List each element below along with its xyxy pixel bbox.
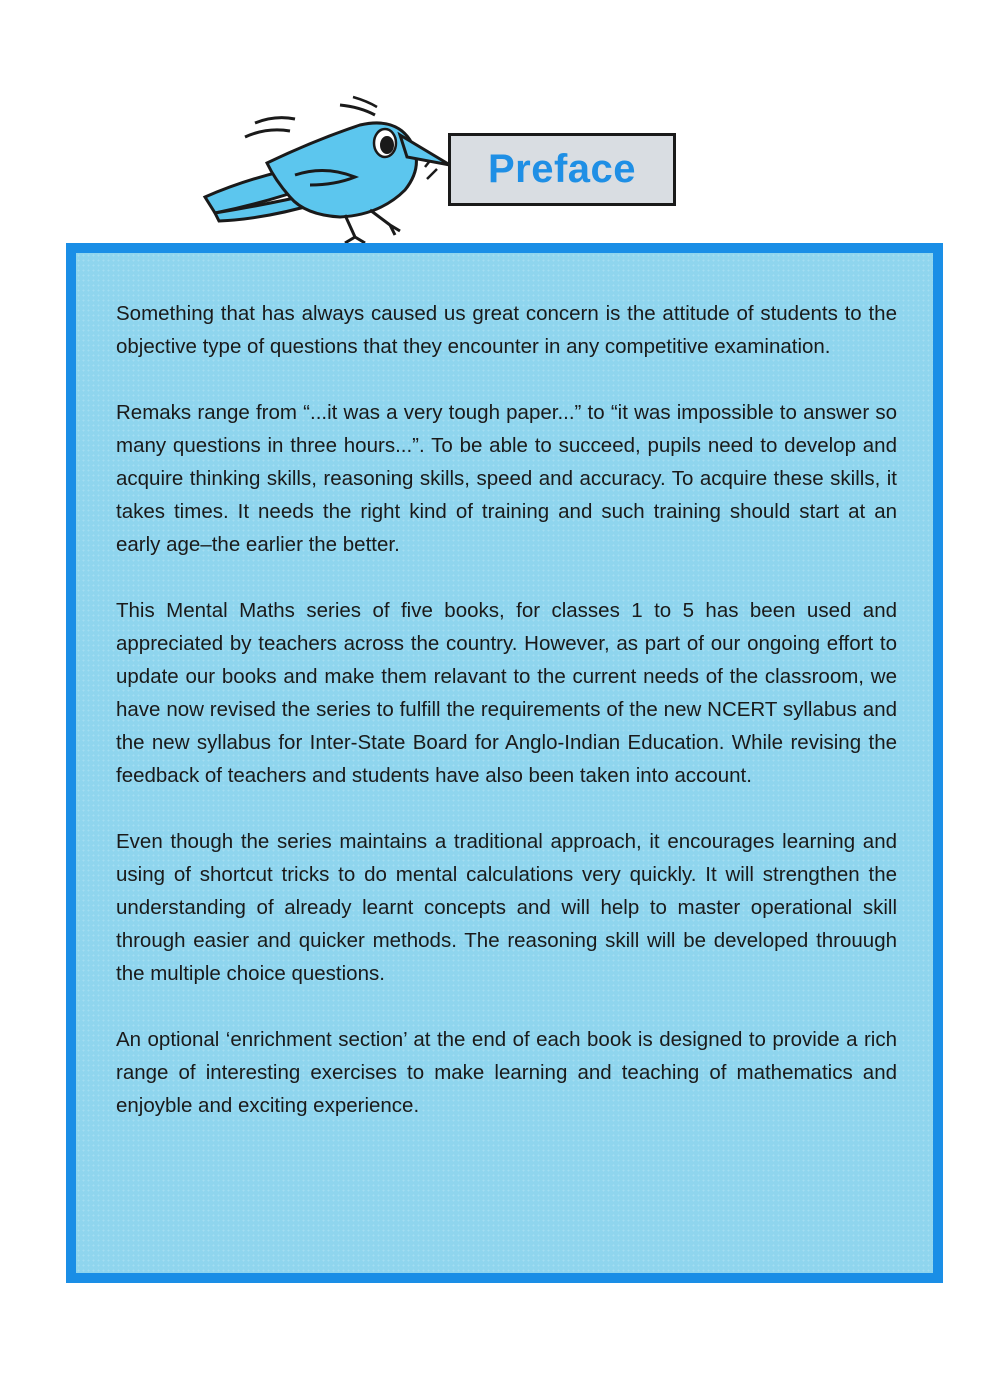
title-box (448, 133, 676, 206)
paragraph-1: Something that has always caused us great concern is the attitude of students to the objective type of questions that they encounter in any competitive examination. (116, 302, 897, 358)
paragraph-3: This Mental Maths series of five books, for classes 1 to 5 has been used and appreciated by teachers across the country. However, as part of our ongoing effort to update our books and make them relavant to the current needs of the classroom, we have now revised the series to fulfill the requirements of the new NCERT syllabus and the new syllabus for Inter-State Board for Anglo-Indian Education. While revising the feedback of teachers and students have also been taken into account. (116, 599, 897, 787)
preface-panel (76, 253, 933, 1273)
preface-frame (66, 243, 943, 1283)
blue-bird-icon (195, 85, 485, 245)
paragraph-5: An optional ‘enrichment section’ at the end of each book is designed to provide a rich range of interesting exercises to make learning and teaching of mathematics and enjoyble and exciting experience. (116, 1028, 897, 1117)
paragraph-2: Remaks range from “...it was a very tough paper...” to “it was impossible to answer so many questions in three hours...”. To be able to succeed, pupils need to develop and acquire thinking skills, reasoning skills, speed and accuracy. To acquire these skills, it takes times. It needs the right kind of training and such training should start at an early age–the earlier the better. (116, 401, 897, 556)
page-title: Preface (487, 147, 637, 191)
paragraph-4: Even though the series maintains a traditional approach, it encourages learning and using of shortcut tricks to do mental calculations very quickly. It will strengthen the understanding of already learnt concepts and will help to master operational skill through easier and quicker methods. The reasoning skill will be developed throuugh the multiple choice questions. (116, 830, 897, 985)
